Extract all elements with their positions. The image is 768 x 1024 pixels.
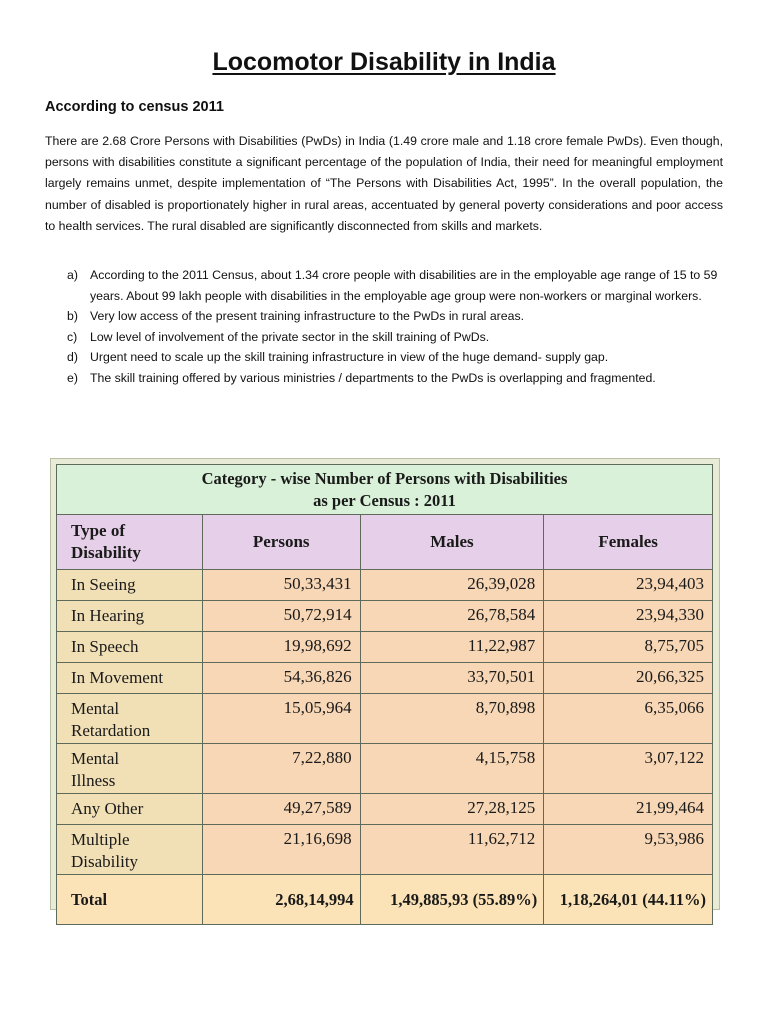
table-total-row [57,875,713,925]
males-cell: 26,78,584 [360,601,544,632]
table-caption-line: as per Census : 2011 [313,490,456,510]
table-row [57,825,713,875]
females-cell: 23,94,330 [544,601,713,632]
males-cell: 26,39,028 [360,570,544,601]
total-persons-cell: 2,68,14,994 [202,875,360,925]
disability-type-cell: Mental Illness [57,744,203,794]
column-header-females: Females [544,515,713,570]
table-row [57,794,713,825]
list-item-text: The skill training offered by various ministries / departments to the PwDs is overlapping and fragmented. [90,370,656,385]
males-cell: 4,15,758 [360,744,544,794]
disability-type-cell: Mental Retardation [57,694,203,744]
males-cell: 11,22,987 [360,632,544,663]
disability-type-cell: Any Other [57,794,203,825]
table-row [57,663,713,694]
males-cell: 27,28,125 [360,794,544,825]
list-item [45,368,725,389]
persons-cell: 21,16,698 [202,825,360,875]
intro-paragraph: There are 2.68 Crore Persons with Disabilities (PwDs) in India (1.49 crore male and 1.18 crore female PwDs). Even though, persons with disabilities constitute a significant percentage of the population of India, their need for meaningful employment largely remains unmet, despite implementation of “The Persons with Disabilities Act, 1995”. In the overall population, the number of disabled is proportionately higher in rural areas, accentuated by general poverty considerations and poor access to health services. The rural disabled are significantly disconnected from skills and markets. [45,134,723,233]
disability-table [56,464,713,925]
disability-type-cell: In Movement [57,663,203,694]
list-item [45,347,725,368]
list-item-text: Very low access of the present training infrastructure to the PwDs in rural areas. [90,309,525,323]
persons-cell: 50,33,431 [202,570,360,601]
persons-cell: 50,72,914 [202,601,360,632]
persons-cell: 54,36,826 [202,663,360,694]
females-cell: 9,53,986 [544,825,713,875]
list-item [45,265,725,306]
table-row [57,694,713,744]
females-cell: 6,35,066 [544,694,713,744]
males-cell: 8,70,898 [360,694,544,744]
total-males-cell: 1,49,885,93 (55.89%) [360,875,544,925]
table-caption-line: Category - wise Number of Persons with Disabilities [201,468,568,488]
table-row [57,744,713,794]
persons-cell: 7,22,880 [202,744,360,794]
list-item-label: e) [67,370,78,385]
column-header-persons: Persons [202,515,360,570]
list-item-label: c) [67,329,78,344]
scanned-table-image [50,458,720,910]
females-cell: 3,07,122 [544,744,713,794]
males-cell: 33,70,501 [360,663,544,694]
total-females-cell: 1,18,264,01 (44.11%) [544,875,713,925]
list-item-text: Urgent need to scale up the skill training infrastructure in view of the huge demand- supply gap. [90,350,609,364]
table-caption [57,465,713,515]
disability-type-cell: In Hearing [57,601,203,632]
section-subheading: According to census 2011 [45,99,224,115]
list-item-text: According to the 2011 Census, about 1.34 crore people with disabilities are in the employable age range of 15 to 59 years. About 99 lakh people with disabilities in the employable age group were non-workers or marginal workers. [90,268,718,303]
disability-type-cell: In Speech [57,632,203,663]
list-item-label: d) [67,350,78,364]
persons-cell: 19,98,692 [202,632,360,663]
persons-cell: 15,05,964 [202,694,360,744]
persons-cell: 49,27,589 [202,794,360,825]
females-cell: 20,66,325 [544,663,713,694]
males-cell: 11,62,712 [360,825,544,875]
total-label: Total [57,875,203,925]
table-row [57,632,713,663]
list-item-text: Low level of involvement of the private sector in the skill training of PwDs. [90,329,490,344]
list-item [45,306,725,327]
females-cell: 8,75,705 [544,632,713,663]
table-header-row [57,515,713,570]
table-caption-row [57,465,713,515]
column-header-type: Type of Disability [57,515,203,570]
disability-type-cell: In Seeing [57,570,203,601]
table-row [57,601,713,632]
females-cell: 21,99,464 [544,794,713,825]
column-header-males: Males [360,515,544,570]
page-title: Locomotor Disability in India [212,48,556,76]
list-item-label: a) [67,268,78,282]
issues-list [45,265,725,388]
females-cell: 23,94,403 [544,570,713,601]
list-item [45,327,725,348]
list-item-label: b) [67,309,78,323]
disability-type-cell: Multiple Disability [57,825,203,875]
table-row [57,570,713,601]
